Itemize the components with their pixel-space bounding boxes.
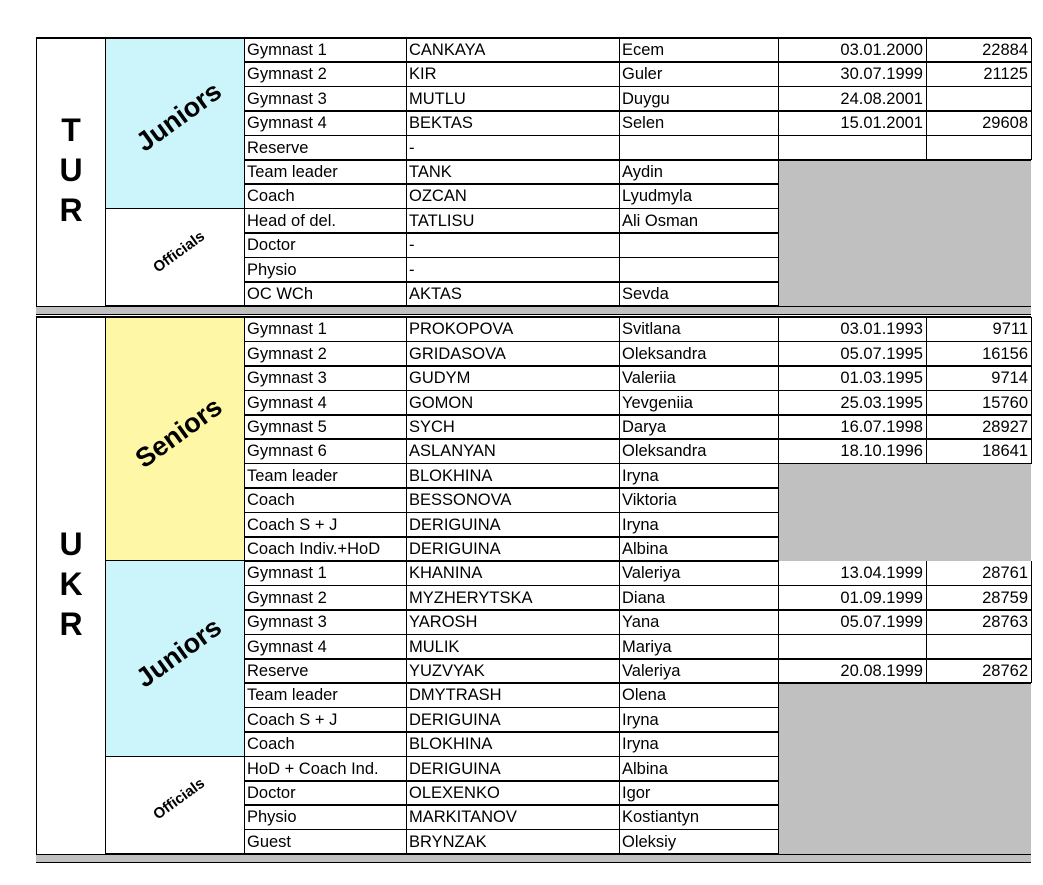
team-separator bbox=[36, 306, 1031, 315]
group-label: Seniors bbox=[129, 391, 228, 475]
surname-cell: MUTLU bbox=[409, 89, 466, 108]
country-letter: K bbox=[59, 565, 83, 602]
surname-cell: TANK bbox=[409, 163, 452, 181]
role-cell: Gymnast 4 bbox=[247, 637, 327, 656]
surname-cell: DERIGUINA bbox=[409, 515, 501, 534]
birth-date-cell: 24.08.2001 bbox=[840, 89, 923, 108]
first-name-cell: Darya bbox=[622, 418, 667, 436]
license-id-cell: 28759 bbox=[982, 588, 1028, 607]
column-line bbox=[406, 38, 408, 209]
blank-area bbox=[778, 160, 1031, 209]
birth-date-cell: 05.07.1999 bbox=[840, 613, 923, 632]
column-line bbox=[778, 209, 780, 307]
first-name-cell: Valeriya bbox=[622, 662, 681, 680]
surname-cell: PROKOPOVA bbox=[409, 320, 514, 339]
surname-cell: BRYNZAK bbox=[409, 832, 487, 851]
country-letter: U bbox=[59, 152, 83, 189]
role-cell: Gymnast 4 bbox=[247, 393, 327, 412]
role-cell: Coach S + J bbox=[247, 710, 338, 729]
birth-date-cell: 18.10.1996 bbox=[840, 442, 923, 461]
surname-cell: GOMON bbox=[409, 393, 474, 412]
surname-cell: - bbox=[409, 236, 415, 255]
surname-cell: SYCH bbox=[409, 418, 455, 436]
birth-date-cell: 13.04.1999 bbox=[840, 564, 923, 583]
surname-cell: CANKAYA bbox=[409, 41, 486, 59]
column-line bbox=[778, 561, 780, 756]
officials-label: Officials bbox=[150, 775, 208, 824]
surname-cell: GRIDASOVA bbox=[409, 344, 506, 363]
role-cell: Doctor bbox=[247, 236, 296, 255]
first-name-cell: Valeriya bbox=[622, 564, 681, 583]
birth-date-cell: 15.01.2001 bbox=[840, 114, 923, 133]
role-cell: Guest bbox=[247, 832, 292, 851]
surname-cell: GUDYM bbox=[409, 369, 471, 388]
blank-area bbox=[778, 464, 1031, 562]
license-id-cell: 21125 bbox=[983, 65, 1028, 84]
officials-label: Officials bbox=[150, 227, 208, 276]
column-line bbox=[244, 38, 246, 209]
surname-cell: YAROSH bbox=[409, 613, 478, 632]
license-id-cell: 18641 bbox=[982, 442, 1028, 461]
first-name-cell: Lyudmyla bbox=[622, 187, 693, 206]
column-line bbox=[619, 561, 621, 756]
surname-cell: OLEXENKO bbox=[409, 784, 500, 802]
first-name-cell: Aydin bbox=[622, 163, 663, 181]
license-id-cell: 15760 bbox=[982, 393, 1028, 412]
column-line bbox=[244, 757, 246, 855]
first-name-cell: Iryna bbox=[622, 735, 659, 754]
birth-date-cell: 20.08.1999 bbox=[840, 662, 923, 680]
first-name-cell: Iryna bbox=[622, 515, 659, 534]
role-cell: Team leader bbox=[247, 163, 338, 181]
column-line bbox=[244, 317, 246, 561]
surname-cell: MARKITANOV bbox=[409, 808, 517, 827]
country-letter: U bbox=[59, 525, 83, 562]
role-cell: Reserve bbox=[247, 662, 309, 680]
column-line bbox=[926, 38, 928, 160]
blank-area bbox=[778, 757, 1031, 855]
surname-cell: KIR bbox=[409, 65, 437, 84]
license-id-cell: 9714 bbox=[991, 369, 1028, 388]
team-separator bbox=[36, 854, 1031, 863]
license-id-cell: 22884 bbox=[982, 41, 1028, 59]
blank-area bbox=[778, 209, 1031, 307]
group-label: Juniors bbox=[130, 76, 227, 158]
column-line bbox=[244, 561, 246, 756]
role-cell: Gymnast 2 bbox=[247, 65, 327, 84]
birth-date-cell: 01.09.1999 bbox=[840, 588, 923, 607]
first-name-cell: Oleksandra bbox=[622, 442, 707, 461]
first-name-cell: Yana bbox=[622, 613, 660, 632]
birth-date-cell: 03.01.2000 bbox=[840, 41, 923, 59]
surname-cell: DMYTRASH bbox=[409, 686, 502, 705]
surname-cell: AKTAS bbox=[409, 285, 462, 303]
role-cell: Gymnast 3 bbox=[247, 613, 327, 632]
license-id-cell: 28762 bbox=[982, 662, 1028, 680]
first-name-cell: Viktoria bbox=[622, 491, 677, 510]
role-cell: Gymnast 4 bbox=[247, 114, 327, 133]
first-name-cell: Valeriia bbox=[622, 369, 676, 388]
surname-cell: DERIGUINA bbox=[409, 759, 501, 778]
first-name-cell: Ali Osman bbox=[622, 211, 699, 230]
surname-cell: TATLISU bbox=[409, 211, 475, 230]
column-line bbox=[406, 209, 408, 307]
role-cell: Coach S + J bbox=[247, 515, 338, 534]
column-line bbox=[778, 757, 780, 855]
column-line bbox=[1031, 317, 1033, 463]
role-cell: Coach bbox=[247, 187, 295, 206]
first-name-cell: Duygu bbox=[622, 89, 670, 108]
column-line bbox=[1031, 561, 1033, 683]
surname-cell: DERIGUINA bbox=[409, 710, 501, 729]
first-name-cell: Iryna bbox=[622, 466, 659, 485]
role-cell: Gymnast 2 bbox=[247, 344, 327, 363]
license-id-cell: 28761 bbox=[982, 564, 1028, 583]
first-name-cell: Albina bbox=[622, 540, 668, 558]
surname-cell: ASLANYAN bbox=[409, 442, 496, 461]
role-cell: Gymnast 6 bbox=[247, 442, 327, 461]
first-name-cell: Selen bbox=[622, 114, 665, 133]
column-line bbox=[778, 317, 780, 561]
license-id-cell: 29608 bbox=[982, 114, 1028, 133]
country-code bbox=[36, 524, 106, 644]
column-line bbox=[619, 209, 621, 307]
license-id-cell: 28927 bbox=[982, 418, 1028, 436]
license-id-cell: 9711 bbox=[992, 320, 1028, 339]
birth-date-cell: 01.03.1995 bbox=[840, 369, 923, 388]
first-name-cell: Svitlana bbox=[622, 320, 681, 339]
birth-date-cell: 03.01.1993 bbox=[840, 320, 923, 339]
first-name-cell: Albina bbox=[622, 759, 668, 778]
role-cell: Physio bbox=[247, 808, 297, 827]
column-line bbox=[406, 561, 408, 756]
column-line bbox=[244, 209, 246, 307]
surname-cell: YUZVYAK bbox=[409, 662, 485, 680]
license-id-cell: 28763 bbox=[982, 613, 1028, 632]
role-cell: Gymnast 3 bbox=[247, 89, 327, 108]
column-line bbox=[406, 757, 408, 855]
role-cell: Coach bbox=[247, 735, 295, 754]
country-letter: R bbox=[59, 192, 83, 229]
surname-cell: BESSONOVA bbox=[409, 491, 512, 510]
column-line bbox=[619, 757, 621, 855]
country-code bbox=[36, 110, 106, 230]
column-line bbox=[778, 38, 780, 209]
column-line bbox=[926, 561, 928, 683]
role-cell: Gymnast 1 bbox=[247, 564, 327, 583]
role-cell: Gymnast 5 bbox=[247, 418, 327, 436]
first-name-cell: Guler bbox=[622, 65, 663, 84]
column-line bbox=[619, 38, 621, 209]
surname-cell: DERIGUINA bbox=[409, 540, 501, 558]
role-cell: Gymnast 1 bbox=[247, 41, 327, 59]
surname-cell: OZCAN bbox=[409, 187, 467, 206]
surname-cell: - bbox=[409, 260, 415, 279]
role-cell: Team leader bbox=[247, 466, 338, 485]
team-top-border bbox=[36, 37, 1031, 39]
first-name-cell: Oleksiy bbox=[622, 832, 677, 851]
role-cell: Team leader bbox=[247, 686, 338, 705]
surname-cell: MYZHERYTSKA bbox=[409, 588, 533, 607]
first-name-cell: Sevda bbox=[622, 285, 669, 303]
first-name-cell: Ecem bbox=[622, 41, 665, 59]
surname-cell: - bbox=[409, 138, 415, 157]
surname-cell: MULIK bbox=[409, 637, 460, 656]
birth-date-cell: 30.07.1999 bbox=[840, 65, 923, 84]
surname-cell: BLOKHINA bbox=[409, 466, 493, 485]
role-cell: Gymnast 1 bbox=[247, 320, 327, 339]
role-cell: Coach bbox=[247, 491, 295, 510]
country-letter: R bbox=[59, 605, 83, 642]
team-top-border bbox=[36, 316, 1031, 318]
birth-date-cell: 16.07.1998 bbox=[840, 418, 923, 436]
first-name-cell: Yevgeniia bbox=[622, 393, 693, 412]
blank-area bbox=[778, 683, 1031, 756]
first-name-cell: Mariya bbox=[622, 637, 672, 656]
first-name-cell: Kostiantyn bbox=[622, 808, 700, 827]
role-cell: Gymnast 3 bbox=[247, 369, 327, 388]
column-line bbox=[1031, 38, 1033, 160]
group-label: Juniors bbox=[130, 611, 227, 694]
role-cell: Head of del. bbox=[247, 211, 336, 230]
role-cell: Reserve bbox=[247, 138, 309, 157]
role-cell: HoD + Coach Ind. bbox=[247, 759, 379, 778]
role-cell: Physio bbox=[247, 260, 297, 279]
first-name-cell: Igor bbox=[622, 784, 651, 802]
country-letter: T bbox=[61, 112, 81, 149]
first-name-cell: Iryna bbox=[622, 710, 659, 729]
role-cell: Gymnast 2 bbox=[247, 588, 327, 607]
column-line bbox=[406, 317, 408, 561]
role-cell: Doctor bbox=[247, 784, 296, 802]
surname-cell: BEKTAS bbox=[409, 114, 473, 133]
first-name-cell: Diana bbox=[622, 588, 666, 607]
delegation-table bbox=[36, 38, 1031, 864]
birth-date-cell: 05.07.1995 bbox=[840, 344, 923, 363]
first-name-cell: Oleksandra bbox=[622, 344, 707, 363]
role-cell: Coach Indiv.+HoD bbox=[247, 540, 381, 558]
birth-date-cell: 25.03.1995 bbox=[840, 393, 923, 412]
column-line bbox=[619, 317, 621, 561]
first-name-cell: Olena bbox=[622, 686, 667, 705]
license-id-cell: 16156 bbox=[982, 344, 1028, 363]
role-cell: OC WCh bbox=[247, 285, 313, 303]
surname-cell: KHANINA bbox=[409, 564, 483, 583]
surname-cell: BLOKHINA bbox=[409, 735, 493, 754]
column-line bbox=[926, 317, 928, 463]
